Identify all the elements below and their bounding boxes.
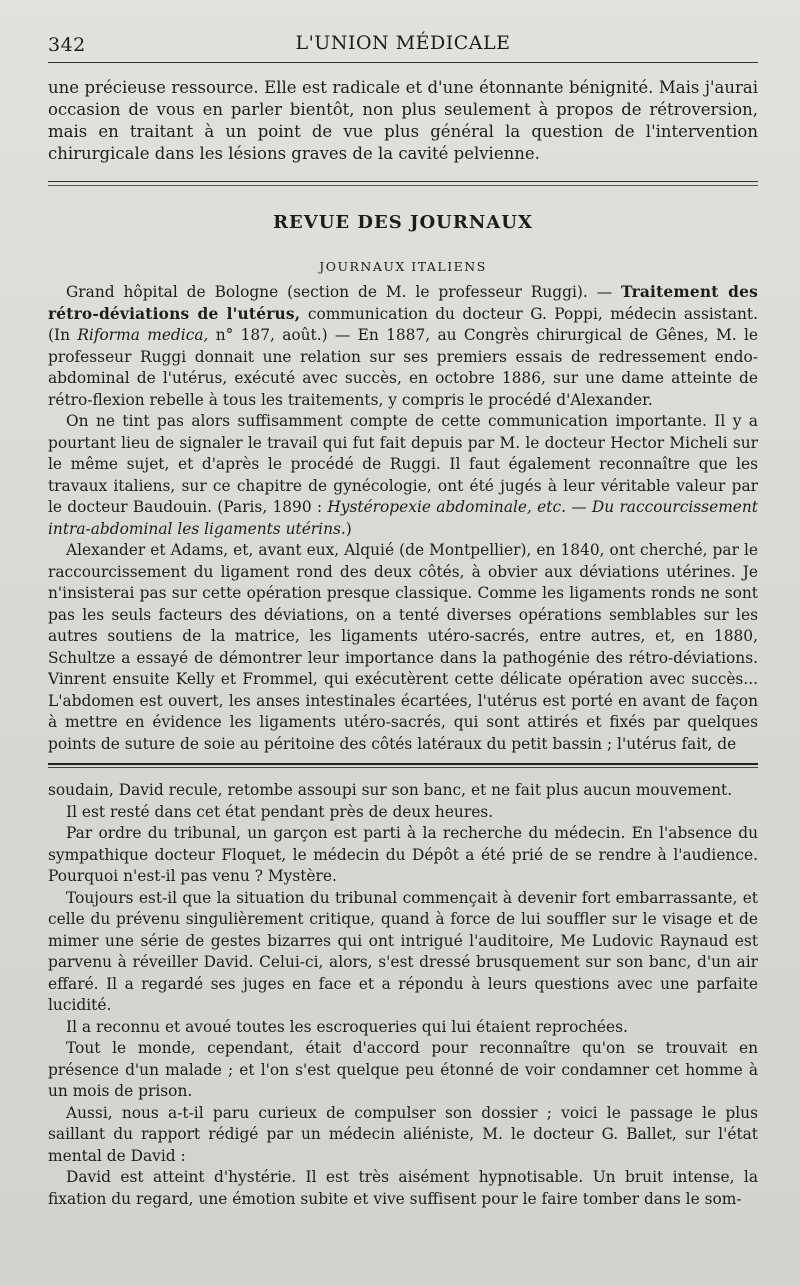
story-paragraph: Il a reconnu et avoué toutes les escroqueries qui lui étaient reprochées. [66,1017,628,1036]
article-mid: communication du docteur G. Poppi, médecin assistant. (In [48,304,759,344]
article-paragraph: Alexander et Adams, et, avant eux, Alquié (de Montpellier), en 1840, ont cherché, par le raccourcissement du ligament rond des deux côtés, à obvier aux déviations utérines. Je n'insisterai pas sur cette opération presque classique. Comme les ligaments ronds ne sont pas les seuls facteurs des déviations, on a tenté diverses opérations semblables sur les autres soutiens de la matrice, les ligaments utéro-sacrés, entre autres, et, en 1880, Schultze a essayé de démontrer leur importance dans la pathogénie des rétro-déviations. Vinrent ensuite Kelly et Frommel, qui exécutèrent cette délicate opération avec succès... L'abdomen est ouvert, les anses intestinales écartées, l'utérus est porté en avant de façon à mettre en évidence les ligaments utéro-sacrés, qui sont attirés et fixés par quelques points de suture de soie au péritoine des côtés latéraux du petit bassin ; l'utérus fait, de [48,541,758,753]
page-header [48,28,758,58]
story-paragraph: David est atteint d'hystérie. Il est très aisément hypnotisable. Un bruit intense, la fixation du regard, une émotion subite et vive suffisent pour le faire tomber dans le som- [48,1168,758,1208]
story-paragraph: Il est resté dans cet état pendant près de deux heures. [66,802,494,821]
header-rule [48,62,758,63]
story-paragraph: Par ordre du tribunal, un garçon est parti à la recherche du médecin. En l'absence du sympathique docteur Floquet, le médecin du Dépôt a été prié de se rendre à l'audience. Pourquoi n'est-il pas venu ? Mystère. [48,824,758,885]
continuation-paragraph [48,77,758,165]
continuation-text: une précieuse ressource. Elle est radicale et d'une étonnante bénignité. Mais j'aurai occasion de vous en parler bientôt, non plus seulement à propos de rétroversion, mais en traitant à un point de vue plus général la question de l'intervention chirurgicale dans les lésions graves de la cavité pelvienne. [48,78,758,163]
article-paragraph [48,411,758,540]
page-number: 342 [48,34,86,56]
section-divider [48,181,758,186]
running-title: L'UNION MÉDICALE [295,32,511,54]
article-text: n° 187, août.) — En 1887, au Congrès chirurgical de Gênes, M. le professeur Ruggi donnait une relation sur ses premiers essais de redressement endo-abdominal de l'utérus, exécuté avec succès, en octobre 1886, sur une dame atteinte de rétro-flexion rebelle à tous les traitements, y compris le procédé d'Alexander. [48,326,759,409]
article-paragraph [48,282,758,411]
journal-name: Riforma medica, [77,326,209,344]
section-subtitle: JOURNAUX ITALIENS [319,259,487,274]
article-title: Traitement des rétro-déviations de l'utérus, [48,283,758,323]
article-text: On ne tint pas alors suffisamment compte de cette communication importante. Il y a pourtant lieu de signaler le travail qui fut fait depuis par M. le docteur Hector Micheli sur le même sujet, et d'après le procédé de Ruggi. Il faut également reconnaître que les travaux italiens, sur ce chapitre de gynécologie, ont été jugés à leur véritable valeur par le docteur Baudouin. (Paris, 1890 : [48,412,758,516]
article-intro: Grand hôpital de Bologne (section de M. le professeur Ruggi). — [66,283,622,301]
story-paragraph: Aussi, nous a-t-il paru curieux de compulser son dossier ; voici le passage le plus saillant du rapport rédigé par un médecin aliéniste, M. le docteur G. Ballet, sur l'état mental de David : [48,1103,758,1165]
story-paragraph: Toujours est-il que la situation du tribunal commençait à devenir fort embarrassante, et celle du prévenu singulièrement critique, quand à force de lui souffler sur le visage et de mimer une série de gestes bizarres qui ont intrigué l'auditoire, Me Ludovic Raynaud est parvenu à réveiller David. Celui-ci, alors, s'est dressé brusquement sur son banc, d'un air effaré. Il a regardé ses juges en face et a répondu à leurs questions avec une parfaite lucidité. [48,888,758,1014]
article-body [48,282,758,755]
cited-work: Hystéropexie abdominale, etc. — Du raccourcissement intra-abdominal les ligaments utérins. [48,498,758,538]
article-text: ) [345,519,352,538]
story-paragraph: soudain, David recule, retombe assoupi sur son banc, et ne fait plus aucun mouvement. [48,781,733,799]
feuilleton-body [48,780,758,1210]
section-title: REVUE DES JOURNAUX [273,212,533,233]
story-paragraph: Tout le monde, cependant, était d'accord pour reconnaître qu'on se trouvait en présence d'un malade ; et l'on s'est quelque peu étonné de voir condamner cet homme à un mois de prison. [48,1039,758,1100]
feuilleton-divider [48,763,758,768]
